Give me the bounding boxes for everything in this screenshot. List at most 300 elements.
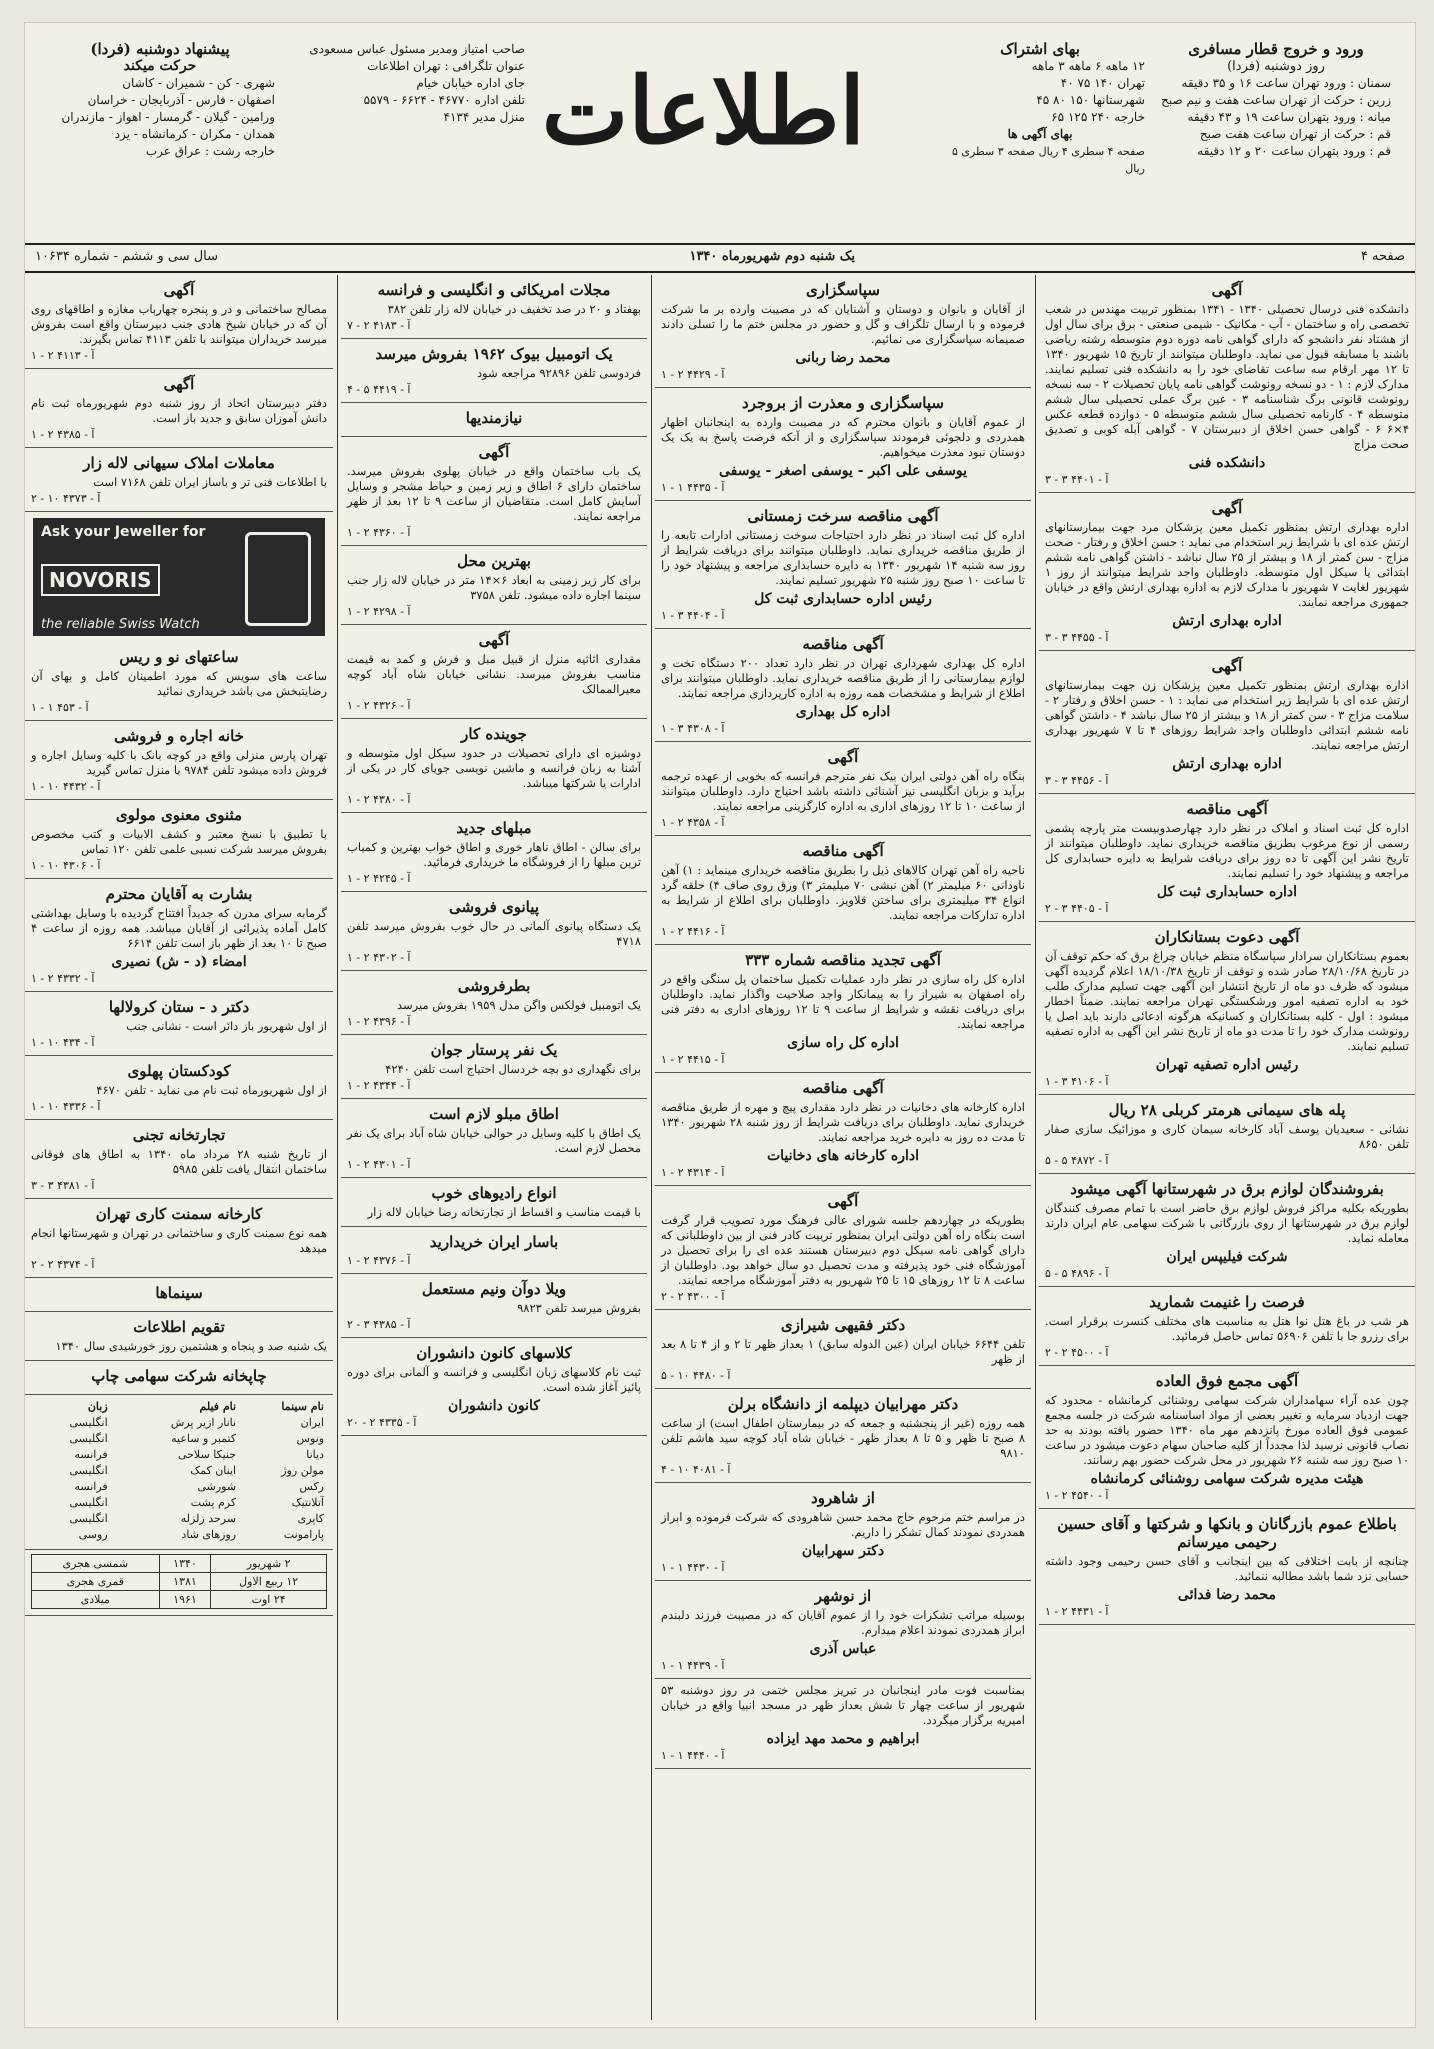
ad-title: آگهی [478,631,510,649]
calendar-row [32,1573,327,1591]
calendar-row [32,1555,327,1573]
classified-ad [655,1186,1031,1310]
ad-body: اداره بهداری ارتش بمنظور تکمیل معین پزشکان زن جهت بیمارستانهای ارتش عده ای با شرایط زیر استخدام می نماید : ۱ - حسن اخلاق و رفتار ۲ - سلامت مزاج ۳ - سن کمتر از ۱۸ و بیشتر از ۲۵ سال نباشد ۴ - داشتن گواهی نامه ششم ابتدائی داوطلبان واجد شرایط روزهای ۴ تا ۷ شهریور بهداری ارتش مراجعه نمایند. [1045,678,1410,752]
classified-ad [655,629,1031,742]
cinema-cell: سرحد زلزله [180,1512,237,1525]
ad-title: خانه اجاره و فروشی [114,727,244,745]
ad-body: برای کار زیر زمینی به ابعاد ۶×۱۴ متر در خیابان لاله زار جنب سینما اجاره داده میشود. تلفن ۳۷۵۸ [347,573,642,602]
classified-ad [25,275,333,369]
ad-title: ساعتهای نو و ریس [119,648,239,666]
classified-ad [1039,275,1415,493]
ad-body: بطوریکه بکلیه مراکز فروش لوازم برق حاضر است با تمام مصرف کنندگان لوازم برق در شهرستانها از روی بازرگانی با شرکت سهامی عام ایران دارند معامله نماید. [1045,1201,1409,1245]
cinema-cell: انگلیسی [69,1432,108,1445]
trains-line: زرین : حرکت از تهران ساعت هفت و نیم صبح [1161,93,1391,107]
cinema-cell: روزهای شاد [181,1528,237,1541]
columns [25,275,1415,2020]
ad-number: آ - ۴۳۳۶ ۱۰ - ۱ [31,1100,101,1113]
ad-body: بفروش میرسد تلفن ۹۸۲۳ [517,1301,641,1315]
cinema-cell: کتمبر و ساعیه [171,1432,237,1445]
classified-ad [341,813,647,892]
classified-ad [1039,493,1415,651]
ad-body: همه روزه (غیر از پنجشنبه و جمعه که در بیمارستان اطفال است) از ساعت ۸ صبح تا ظهر و ۵ تا ۸ بعداز ظهر - خیابان شاه آباد کوچه سید هاشم تلفن ۹۸۱۰ [661,1416,1026,1460]
classified-ad [25,1278,333,1312]
classified-ad [25,1120,333,1199]
ad-signature: اداره کل بهداری [795,704,891,720]
ad-body: یک باب ساختمان واقع در خیابان پهلوی بفروش میرسد. ساختمان دارای ۶ اطاق و زیر زمین و حیاط مشجر و وسایل آسایش کامل است. متقاضیان از ساعت ۹ تا ۱۲ بعد از ظهر مراجعه نمایند. [347,464,642,523]
ad-number: آ - ۴۴۳۰ ۱ - ۱ [661,1561,725,1574]
cinema-cell: جنیکا سلاحی [177,1448,237,1461]
owner-line: عنوان تلگرافی : تهران اطلاعات [367,59,525,73]
column-rule [1035,275,1036,2020]
ad-number: آ - ۴۵۰۰ ۲ - ۲ [1045,1346,1109,1359]
ad-number: آ - ۴۳۴ ۱۰ - ۱ [31,1036,95,1049]
ad-body: اداره کل ثبت اسناد در نظر دارد احتیاجات سوخت زمستانی ادارات تابعه را از طریق مناقصه خریداری نماید. داوطلبان میتوانند برای دریافت شرایط از روز سه شنبه ۱۴ شهریور ۱۳۴۰ به دایره حسابداری مراجعه و پیشنهاد خود را تا ساعت ۱۰ صبح روز شنبه ۲۵ شهریور تسلیم نمایند. [661,528,1026,587]
classified-ad [25,642,333,721]
page-number: صفحه ۴ [1360,249,1405,264]
classified-ad [25,448,333,512]
ad-number: آ - ۴۵۳ ۱ - ۱ [31,701,89,714]
ad-body: بنگاه راه آهن دولتی ایران بیک نفر مترجم فرانسه که بخوبی از عهده ترجمه برآید و بزبان انگلیسی نیز آشنائی داشته باشد احتیاج دارد. داوطلبان میتوانند از ساعت ۱۰ تا ۱۲ روزهای اداری به اداره کارگزینی مراجعه نمایند. [661,769,1025,813]
ad-number: آ - ۴۳۰۲ ۲ - ۱ [347,951,411,964]
ad-body: دانشکده فنی درسال تحصیلی ۱۳۴۰ - ۱۳۴۱ بمنظور تربیت مهندس در شعب تخصصی راه و ساختمان - آب - مکانیک - شیمی صنعتی - برق برای سال اول از هشتاد نفر دانشجو که دارای گواهی نامه دوره دوم متوسطه رشته ریاضی باشند با مسابقه قبول می نماید. داوطلبان میتوانند از تاریخ ۱۵ شهریور ۱۳۴۰ تا ۱۲ مهر ارقام سه ساعت تقاضای خود را به دانشکده فنی تسلیم نمایند. مدارک لازم : ۱ - دو نسخه رونوشت گواهی نامه پایان تحصیلات ۲ - سه نسخه رونوشت قانونی برگ شناسنامه ۳ - عین برگ عملی تحصیلی سال ششم متوسطه ۴ - کارنامه تحصیلی سال ششم متوسطه ۵ - دوازده قطعه عکس ۴×۶ ۶ - گواهی حسن اخلاق از دبیرستان ۷ - گواهی آبله کوبی و تصدیق صحت مزاج [1045,302,1410,451]
ad-title: سینماها [155,1284,203,1302]
trains-line: قم : ورود بتهران ساعت ۲۰ و ۱۲ دقیقه [1197,144,1391,158]
cinema-rows [31,1415,327,1543]
ad-signature: عباس آذری [809,1641,877,1657]
classified-ad [341,719,647,813]
classified-ad [25,721,333,800]
classified-ad [25,1199,333,1278]
ad-number: آ - ۴۳۹۶ ۲ - ۱ [347,1015,411,1028]
ad-title: معاملات املاک سیهانی لاله زار [83,454,275,472]
cinema-table [31,1399,327,1543]
cinema-header-cell: زبان [87,1400,108,1413]
classified-ad [655,836,1031,945]
cinema-cell: روسی [78,1528,108,1541]
ad-number: آ - ۴۳۶۰ ۲ - ۱ [347,526,411,539]
ad-body: از عموم آقایان و بانوان محترم که در مصیبت وارده به اینجانبان اظهار همدردی و دلجوئی فرمودند سپاسگزاری و از آنکه فرصت پاسخ به یک یک دوستان نبود معذرت میخواهیم. [661,415,1025,459]
ad-body: دوشیزه ای دارای تحصیلات در حدود سیکل اول متوسطه و آشنا به زبان فرانسه و ماشین نویسی جویای کار در یکی از ادارات یا شرکتها میباشد. [347,746,641,790]
classified-ad [25,369,333,448]
trains-line: قم : حرکت از تهران ساعت هفت صبح [1199,127,1391,141]
calendar-cell: شمسی هجری [32,1555,160,1573]
dateline [25,243,1415,273]
ad-body: بعموم بستانکاران سرادار سپاسگاه منظم خیابان چراغ برق که حکم توقف آن در تاریخ ۲۸/۱۰/۶۸ صادر شده و توقف از تاریخ ۱۸/۱۰/۳۸ اعلام گردیده آگهی میشود که ظرف دو ماه از تاریخ انتشار این آگهی جهت تسلیم مدارک طلب خود به اداره تصفیه امور ورشکستگی تهران مراجعه نمایند. ضمناً اخطار میشود : اول - کلیه بستانکاران و کسانیکه هرگونه ادعائی دارند باید اصل یا رونوشت مدارک خود را تا مدت دو ماه از تاریخ نشر این آگهی به اداره تصفیه تسلیم نمایند. [1045,949,1410,1053]
watch-ask: Ask your Jeweller for [41,524,206,540]
subscription-row: ۱۲ ماهه ۶ ماهه ۳ ماهه [1031,59,1145,73]
cinema-row [31,1495,327,1511]
ad-number: آ - ۴۴۳۵ ۱ - ۱ [661,481,725,494]
classified-ad [655,742,1031,836]
classified-ad [25,1312,333,1361]
ad-title: جوینده کار [461,725,527,743]
ad-body: در مراسم ختم مرحوم حاج محمد حسن شاهرودی که شرکت فرموده و ابراز همدردی نمودند کمال تشکر را داریم. [661,1510,1025,1539]
ad-body: اداره بهداری ارتش بمنظور تکمیل معین پزشکان مرد جهت بیمارستانهای ارتش عده ای با شرایط زیر استخدام می نماید : حسن اخلاق و رفتار - صحت مزاج - سن کمتر از ۱۸ و بیشتر از ۲۵ سال نباشد - داشتن گواهی نامه ششم ابتدائی یا سیکل اول متوسطه. داوطلبان واجد شرایط میتوانند از روز ۱ شهریور لغایت ۷ شهریور با مدارک لازم به اداره بهداری ارتش واقع در خیابان جمهوری مراجعه نمایند. [1045,520,1410,609]
cinema-header-row [31,1399,327,1415]
weather-title: پیشنهاد دوشنبه (فردا) [90,40,230,58]
ad-number: آ - ۴۴۰۱ ۳ - ۳ [1045,473,1109,486]
ad-signature: محمد رضا فدائی [1177,1587,1277,1603]
ad-title: آگهی مناقصه [1186,800,1268,818]
ad-number: آ - ۴۴۴۰ ۱ - ۱ [661,1749,725,1762]
weather-line: اصفهان - فارس - آذربایجان - خراسان [87,93,275,107]
classified-ad [1039,1366,1415,1509]
ad-signature: رئیس اداره تصفیه تهران [1155,1057,1299,1073]
ad-title: باسار ایران خریدارید [429,1233,559,1251]
ad-number: آ - ۴۳۸۱ ۳ - ۳ [31,1179,95,1192]
cinema-cell: اینان کمک [190,1464,237,1477]
owner-line: جای اداره خیابان خیام [416,76,525,90]
classified-ad [655,1679,1031,1769]
cinema-cell: مولن روژ [281,1464,324,1477]
ad-number: آ - ۴۳۸۵ ۳ - ۲ [347,1318,411,1331]
ad-signature: رئیس اداره حسابداری ثبت کل [754,591,932,607]
ad-body: از آقایان و بانوان و دوستان و آشنایان که در مصیبت وارده بر ما شرکت فرموده و با ارسال تلگراف و گل و حضور در مجلس ختم ما را تسلی دادند صمیمانه سپاسگزاری می نمائیم. [661,302,1025,346]
ad-number: آ - ۴۳۸۰ ۲ - ۱ [347,793,411,806]
ad-title: مثنوی معنوی مولوی [115,806,243,824]
column-4-top [25,275,333,512]
ad-body: اداره کل راه سازی در نظر دارد عملیات تکمیل ساختمان پل سنگی واقع در راه اصفهان به شیراز را به پیمانکار واجد صلاحیت واگذار نماید. داوطلبان برای دریافت نقشه و شرایط از ساعت ۹ تا ۱۲ روزهای اداری به دفتر فنی مراجعه نمایند. [661,972,1025,1031]
ad-number: آ - ۴۸۹۶ ۵ - ۵ [1045,1267,1109,1280]
cinema-cell: فرانسه [74,1448,108,1461]
subscription-box [935,41,1145,177]
weather-line: همدان - مکران - کرمانشاه - یزد [114,127,275,141]
classified-ad [25,1361,333,1395]
cinema-row [31,1415,327,1431]
ad-number: آ - ۴۴۵۵ ۳ - ۳ [1045,631,1109,644]
watch-tagline: the reliable Swiss Watch [41,617,200,632]
ad-title: بشارت به آقایان محترم [105,885,253,903]
ad-number: آ - ۴۲۴۵ ۲ - ۱ [347,872,411,885]
classified-ad [341,892,647,971]
ad-body: بوسیله مراتب تشکرات خود را از عموم آقایان که در مصیبت فرزند دلبندم ابراز همدردی نمودند اعلام میدارم. [661,1608,1025,1637]
ad-signature: ابراهیم و محمد مهد ایزاده [766,1731,920,1747]
classified-ad [341,1338,647,1436]
ads-price-title: بهای آگهی ها [1007,127,1073,141]
cinema-cell: ایران [300,1416,324,1429]
ad-title: سپاسگزاری و معذرت از بروجرد [742,394,944,412]
classified-ad [655,1389,1031,1483]
classified-ad [341,1099,647,1178]
ad-body: چون عده آراء سهامداران شرکت سهامی روشنائی کرمانشاه - محدود که جهت ازدیاد سرمایه و تغییر بعضی از مواد اساسنامه شرکت در جلسه مجمع عمومی فوق العاده مورخ پانزدهم مهر ماه ۱۳۴۰ حضور یافته بودند به حد نصاب قانونی نرسید لذا مجدداً از کلیه صاحبان سهام دعوت میشود در ساعت ۱۰ صبح روز سه شنبه ۲۶ شهریور در محل شرکت حضور بهم رسانند. [1045,1393,1409,1467]
ad-title: آگهی [1211,499,1243,517]
ad-number: آ - ۴۳۰۱ ۲ - ۱ [347,1158,411,1171]
classified-ad [341,1035,647,1099]
column-3 [341,275,647,2020]
ad-body: فردوسی تلفن ۹۲۸۹۶ مراجعه شود [476,366,641,380]
ad-number: آ - ۴۳۷۶ ۲ - ۱ [347,1254,411,1267]
ad-body: تلفن ۶۶۴۴ خیابان ایران (عین الدوله سابق) ۱ بعداز ظهر تا ۲ و از ۴ تا ۸ بعد از ظهر [661,1337,1025,1366]
ad-title: آگهی [1211,657,1243,675]
ad-number: آ - ۴۴۱۹ ۵ - ۴ [347,383,411,396]
ad-signature: اداره بهداری ارتش [1172,756,1282,772]
cinema-cell: کرم پشت [190,1496,237,1509]
classified-ad [341,546,647,625]
trains-title: ورود و خروج قطار مسافری [1188,40,1364,58]
ad-title: آگهی دعوت بستانکاران [1154,928,1300,946]
ad-signature: کانون دانشوران [448,1398,540,1414]
classified-ad [25,1056,333,1120]
ad-title: پله های سیمانی هرمتر کربلی ۲۸ ریال [1108,1101,1346,1119]
ad-body: مقداری اثاثیه منزل از قبیل مبل و فرش و کمد به قیمت مناسب بفروش میرسد. نشانی خیابان شاه آباد کوچه معیرالممالک [347,652,641,696]
ad-signature: شرکت فیلیپس ایران [1166,1249,1288,1265]
masthead [25,23,1415,233]
cinema-cell: شورشی [197,1480,237,1493]
ad-title: چاپخانه شرکت سهامی چاپ [91,1367,267,1385]
classified-ad [655,945,1031,1073]
owner-line: صاحب امتیاز ومدیر مسئول عباس مسعودی [309,42,525,56]
ad-title: باطلاع عموم بازرگانان و بانکها و شرکتها و آقای حسین رحیمی میرسانم [1057,1515,1397,1551]
ad-body: اداره کل بهداری شهرداری تهران در نظر دارد تعداد ۲۰۰ دستگاه تخت و لوازم بیمارستانی را از طریق مناقصه خریداری نماید. داوطلبان میتوانند برای اطلاع از شرایط و مشخصات همه روزه به اداره کارپردازی مراجعه نمایند. [661,656,1025,700]
subscription-row: خارجه ۲۴۰ ۱۲۵ ۶۵ [1051,110,1145,124]
ad-body: ناحیه راه آهن تهران کالاهای ذیل را بطریق مناقصه خریداری مینماید : ۱) آهن ناودانی ۶۰ میلیمتر ۲) آهن نبشی ۷۰ میلیمتر ۳) ورق روی صاف ۴) حلقه گرد انواع ۳۴ میلیمتری برای ساختن قلاویز. داوطلبان برای اطلاع از شرایط به اداره تدارکات مراجعه نمایند. [661,863,1026,922]
cinema-cell: دیانا [306,1448,324,1461]
ad-number: آ - ۴۴۳۲ ۱۰ - ۱ [31,780,101,793]
logo-text: اطلاعات [541,57,865,165]
watch-icon [245,532,311,626]
ad-number: آ - ۴۴۱۵ ۲ - ۱ [661,1053,725,1066]
ad-number: آ - ۴۱۱۳ ۲ - ۱ [31,349,95,362]
ad-number: آ - ۴۳۵۸ ۲ - ۱ [661,816,725,829]
owner-line: تلفن اداره ۴۶۷۷۰ - ۶۶۲۴ - ۵۵۷۹ [363,93,525,107]
ad-signature: امضاء (د - ش) نصیری [111,954,247,970]
ad-title: تجارتخانه تجنی [132,1126,226,1144]
cinema-table-box [25,1395,333,1550]
ad-number: آ - ۴۳۴۴ ۲ - ۱ [347,1079,411,1092]
calendar-row [32,1591,327,1609]
classified-ad [655,501,1031,629]
cinema-cell: انگلیسی [69,1512,108,1525]
ad-signature: اداره بهداری ارتش [1172,613,1282,629]
column-4-rest [25,642,333,1395]
ad-body: برای سالن - اطاق ناهار خوری و اطاق خواب بهترین و کمیاب ترین مبلها را از فروشگاه ما خریداری فرمائید. [347,840,641,869]
trains-box [1161,41,1391,160]
ad-title: آگهی مناقصه سرخت زمستانی [747,507,939,525]
ad-number: آ - ۴۳۲۶ ۲ - ۱ [347,699,411,712]
owner-line: منزل مدیر ۴۱۳۴ [443,110,525,124]
novoris-watch-ad [33,518,325,636]
ad-signature: یوسفی علی اکبر - یوسفی اصغر - یوسفی [719,463,967,479]
calendar-cell: ۱۳۴۰ [159,1555,211,1573]
classified-ad [655,1581,1031,1679]
ad-body: همه نوع سمنت کاری و ساختمانی در تهران و شهرستانها انجام میدهد [31,1226,327,1255]
ad-title: آگهی [827,1192,859,1210]
cinema-cell: پارامونت [283,1528,324,1541]
ad-number: آ - ۴۲۹۸ ۲ - ۱ [347,605,411,618]
ads-price-line: صفحه ۴ سطری ۴ ریال صفحه ۳ سطری ۵ ریال [951,145,1145,175]
cinema-cell: آتلانتیک [291,1496,324,1509]
ad-body: بهفتاد و ۲۰ در صد تخفیف در خیابان لاله زار تلفن ۳۸۲ [387,302,641,316]
ad-number: آ - ۴۴۰۵ ۳ - ۲ [1045,902,1109,915]
cinema-row [31,1463,327,1479]
ad-number: آ - ۴۳۷۴ ۲ - ۲ [31,1258,95,1271]
ad-number: آ - ۴۳۳۵ ۲ - ۲۰ [347,1416,417,1429]
owner-box [295,41,525,126]
ad-title: بطرفروشی [457,977,531,995]
ad-signature: دکتر سهرابیان [801,1543,885,1559]
weather-subtitle: حرکت میکند [123,58,197,74]
calendar-cell: ۲۴ اوت [211,1591,327,1609]
ad-title: از شاهرود [811,1489,875,1507]
ad-title: دکتر فقیهی شیرازی [780,1316,906,1334]
weather-line: شهری - کن - شمیران - کاشان [122,76,275,90]
ad-title: سپاسگزاری [806,281,880,299]
subscription-row: شهرستانها ۱۵۰ ۸۰ ۴۵ [1036,93,1145,107]
cinema-row [31,1511,327,1527]
cinema-header-cell: نام فیلم [199,1400,237,1413]
classified-ad [341,437,647,546]
trains-day: روز دوشنبه (فردا) [1227,59,1325,74]
classified-ad [341,1227,647,1274]
ad-title: فرصت را غنیمت شمارید [1149,1293,1305,1311]
classified-ad [1039,651,1415,794]
ad-number: آ - ۴۰۸۱ ۱۰ - ۴ [661,1463,731,1476]
ad-title: کلاسهای کانون دانشوران [416,1344,572,1362]
classified-ad [25,879,333,992]
ad-title: تقویم اطلاعات [133,1318,225,1336]
ad-title: آگهی مجمع فوق العاده [1155,1372,1299,1390]
classified-ad [341,1274,647,1338]
cinema-cell: انگلیسی [69,1416,108,1429]
ad-title: ویلا دوآن ونیم مستعمل [421,1280,567,1298]
subscription-title: بهای اشتراک [1000,40,1080,58]
weather-line: خارجه رشت : عراق عرب [145,144,275,158]
ad-body: چنانچه از بابت اختلافی که بین اینجانب و آقای حسن رحیمی وجود داشته حسابی نزد شما باشد مطالبه ننمائید. [1045,1554,1409,1583]
cinema-row [31,1447,327,1463]
column-2 [655,275,1031,2020]
ad-number: آ - ۴۳۱۴ ۲ - ۱ [661,1166,725,1179]
ad-number: آ - ۴۳۰۰ ۲ - ۲ [661,1290,725,1303]
ad-body: یک شنبه صد و پنجاه و هشتمین روز خورشیدی سال ۱۳۴۰ [55,1339,327,1353]
ad-body: دفتر دبیرستان اتحاد از روز شنبه دوم شهریورماه ثبت نام دانش آموزان سابق و جدید باز است. [31,396,327,425]
classified-ad [341,339,647,403]
weather-box [45,41,275,160]
ad-number: آ - ۴۵۴۰ ۲ - ۱ [1045,1489,1109,1502]
calendar-cell: قمری هجری [32,1573,160,1591]
ad-number: آ - ۴۴۳۱ ۲ - ۱ [1045,1605,1109,1618]
ad-title: مجلات امریکائی و انگلیسی و فرانسه [377,281,611,299]
cinema-row [31,1479,327,1495]
ad-title: پیانوی فروشی [449,898,539,916]
classified-ad [1039,1095,1415,1174]
classified-ad [341,971,647,1035]
ad-number: آ - ۴۱۰۶ ۳ - ۱ [1045,1075,1109,1088]
column-1 [1039,275,1415,2020]
newspaper-logo [541,51,865,191]
ad-body: بطوریکه در چهاردهم جلسه شورای عالی فرهنگ مورد تصویب قرار گرفت است بنگاه راه آهن دولتی ایران بمنظور تربیت کادر فنی از بین داوطلبانی که دارای گواهی نامه سیکل دوم دبیرستان هستند عده ای را برای تحصیل در آموزشگاه فنی خود پذیرفته و مدت تحصیل دو سال خواهد بود. داوطلبان از ساعت ۸ تا ۱۲ روزهای ۱۵ تا ۲۵ شهریور به دفتر آموزشگاه مراجعه نمایند. [661,1213,1025,1287]
ad-title: آگهی [163,281,195,299]
ad-body: با اطلاعات فنی تر و باساز ایران تلفن ۷۱۶۸ است [93,475,327,489]
ad-body: مصالح ساختمانی و در و پنجره چهارباب مغازه و اطاقهای روی آن که در خیابان شیخ هادی جنب دبیرستان واقع است بفروش میرسد خریداران میتوانند با تلفن ۴۱۱۳ تماس بگیرند. [31,302,327,346]
ad-body: از تاریخ شنبه ۲۸ مرداد ماه ۱۳۴۰ به اطاق های فوقانی ساختمان انتقال یافت تلفن ۵۹۸۵ [31,1147,328,1176]
ad-title: آگهی [163,375,195,393]
ad-title: کارخانه سمنت کاری تهران [95,1205,263,1223]
classified-ad [1039,1287,1415,1366]
ad-signature: اداره حسابداری ثبت کل [1156,884,1298,900]
classified-ad [341,625,647,719]
calendar-cell: ۱۲ ربیع الاول [211,1573,327,1591]
classified-ad [341,403,647,437]
ad-number: آ - ۴۴۰۴ ۳ - ۱ [661,609,725,622]
ad-signature: اداره کل راه سازی [787,1035,899,1051]
classified-ad [655,388,1031,501]
column-rule [651,275,652,2020]
calendar-cell: میلادی [32,1591,160,1609]
ad-body: بمناسبت فوت مادر اینجانبان در تبریز مجلس ختمی در روز دوشنبه ۵۳ شهریور از ساعت چهار تا شش بعداز ظهر در مسجد انبیا واقع در خیابان امیریه برگزار میگردد. [661,1683,1025,1727]
cinema-row [31,1527,327,1543]
ad-title: بهترین محل [457,552,531,570]
ad-body: از اول شهریور باز دائر است - نشانی جنب [126,1019,327,1033]
trains-line: میانه : ورود بتهران ساعت ۱۹ و ۴۳ دقیقه [1187,110,1391,124]
ad-number: آ - ۴۳۷۳ ۱۰ - ۲ [31,492,101,505]
cinema-cell: رکس [299,1480,324,1493]
ad-signature: محمد رضا ربانی [795,350,891,366]
classified-ad [1039,922,1415,1095]
ad-title: دکتر د - ستان کرولالها [108,998,250,1016]
ad-body: نشانی - سعیدیان یوسف آباد کارخانه سیمان کاری و موزائیک سازی صفار تلفن ۸۶۵۰ [1045,1122,1409,1151]
issue-number: سال سی و ششم - شماره ۱۰۶۳۴ [35,249,219,264]
ad-title: آگهی تجدید مناقصه شماره ۳۳۳ [745,951,941,969]
classified-ad [655,1310,1031,1389]
cinema-cell: انگلیسی [69,1464,108,1477]
classified-ad [1039,1509,1415,1625]
classified-ad [341,1178,647,1227]
calendar-rows [32,1555,327,1609]
ad-number: آ - ۴۴۳۹ ۱ - ۱ [661,1659,725,1672]
trains-line: سمنان : ورود تهران ساعت ۱۶ و ۳۵ دقیقه [1181,76,1391,90]
ad-body: تهران پارس منزلی واقع در کوچه بانک با کلیه وسایل اجاره و فروش داده میشود تلفن ۹۷۸۴ با منزل تماس گیرید [31,748,327,777]
ad-body: یک دستگاه پیانوی آلمانی در حال خوب بفروش میرسد تلفن ۴۷۱۸ [347,919,641,948]
classified-ad [655,1073,1031,1186]
ad-title: آگهی [478,443,510,461]
ad-title: آگهی [827,748,859,766]
classified-ad [25,992,333,1056]
ad-number: آ - ۴۴۸۰ ۱۰ - ۵ [661,1369,731,1382]
ad-signature: هیئت مدیره شرکت سهامی روشنائی کرمانشاه [1090,1471,1364,1487]
ad-body: با قیمت مناسب و اقساط از تجارتخانه رضا خیابان لاله زار [367,1205,641,1219]
cinema-cell: کاپری [297,1512,324,1525]
ad-body: با تطبیق با نسخ معتبر و کشف الابیات و کتب مخصوص بفروش میرسد شرکت نسبی علمی تلفن ۱۲۰ تماس [31,827,327,856]
cinema-cell: نانار ازیر پرش [170,1416,237,1429]
ad-title: آگهی مناقصه [802,635,884,653]
ad-title: آگهی مناقصه [802,842,884,860]
ad-title: یک نفر پرستار جوان [430,1041,558,1059]
ad-number: آ - ۴۳۸۵ ۲ - ۱ [31,428,95,441]
ad-number: آ - ۴۴۲۹ ۲ - ۱ [661,368,725,381]
ad-title: بفروشندگان لوازم برق در شهرستانها آگهی میشود [1070,1180,1384,1198]
newspaper-page [24,22,1416,2028]
column-rule [337,275,338,2020]
cinema-row [31,1431,327,1447]
classified-ad [655,275,1031,388]
calendar-cell: ۲ شهریور [211,1555,327,1573]
ad-signature: اداره کارخانه های دخانیات [766,1148,920,1164]
ad-number: آ - ۴۱۸۳ ۲ - ۷ [347,319,411,332]
ad-title: آگهی [1211,281,1243,299]
issue-date: یک شنبه دوم شهریورماه ۱۳۴۰ [689,249,855,264]
ad-body: اداره کارخانه های دخانیات در نظر دارد مقداری پیچ و مهره از طریق مناقصه خریداری نماید. داوطلبان برای دریافت شرایط از روز شنبه ۲۸ شهریور ۱۳۴۰ تا مدت ده روز به دایره خرید مراجعه نمایند. [661,1100,1025,1144]
ad-title: نیازمندیها [465,409,523,427]
ad-body: اداره کل ثبت اسناد و املاک در نظر دارد چهارصدوبیست متر پارچه پشمی رسمی از نوع مرغوب بطریق مناقصه خریداری نماید. داوطلبان میتوانند از تاریخ نشر این آگهی تا ده روز برای دریافت شرایط به دایره حسابداری کل مراجعه و پیشنهاد خود را تسلیم نمایند. [1045,821,1409,880]
weather-line: ورامین - گیلان - گرمسار - اهواز - مازندران [61,110,275,124]
ad-body: ساعت های سویس که مورد اطمینان کامل و بهای آن رضایتبخش می باشد خریداری نمائید [31,669,327,698]
calendar-cell: ۱۹۶۱ [159,1591,211,1609]
ad-body: یک اطاق با کلیه وسایل در حوالی خیابان شاه آباد برای یک نفر محصل لازم است. [347,1126,641,1155]
ad-body: هر شب در باغ هتل نوا هتل به مناسبت های مختلف کنسرت برقرار است. برای رزرو جا با تلفن ۵۶۹۰۶ تماس حاصل فرمائید. [1045,1314,1409,1343]
calendar-table [31,1554,327,1609]
ad-title: مبلهای جدید [456,819,532,837]
classified-ad [655,1483,1031,1581]
